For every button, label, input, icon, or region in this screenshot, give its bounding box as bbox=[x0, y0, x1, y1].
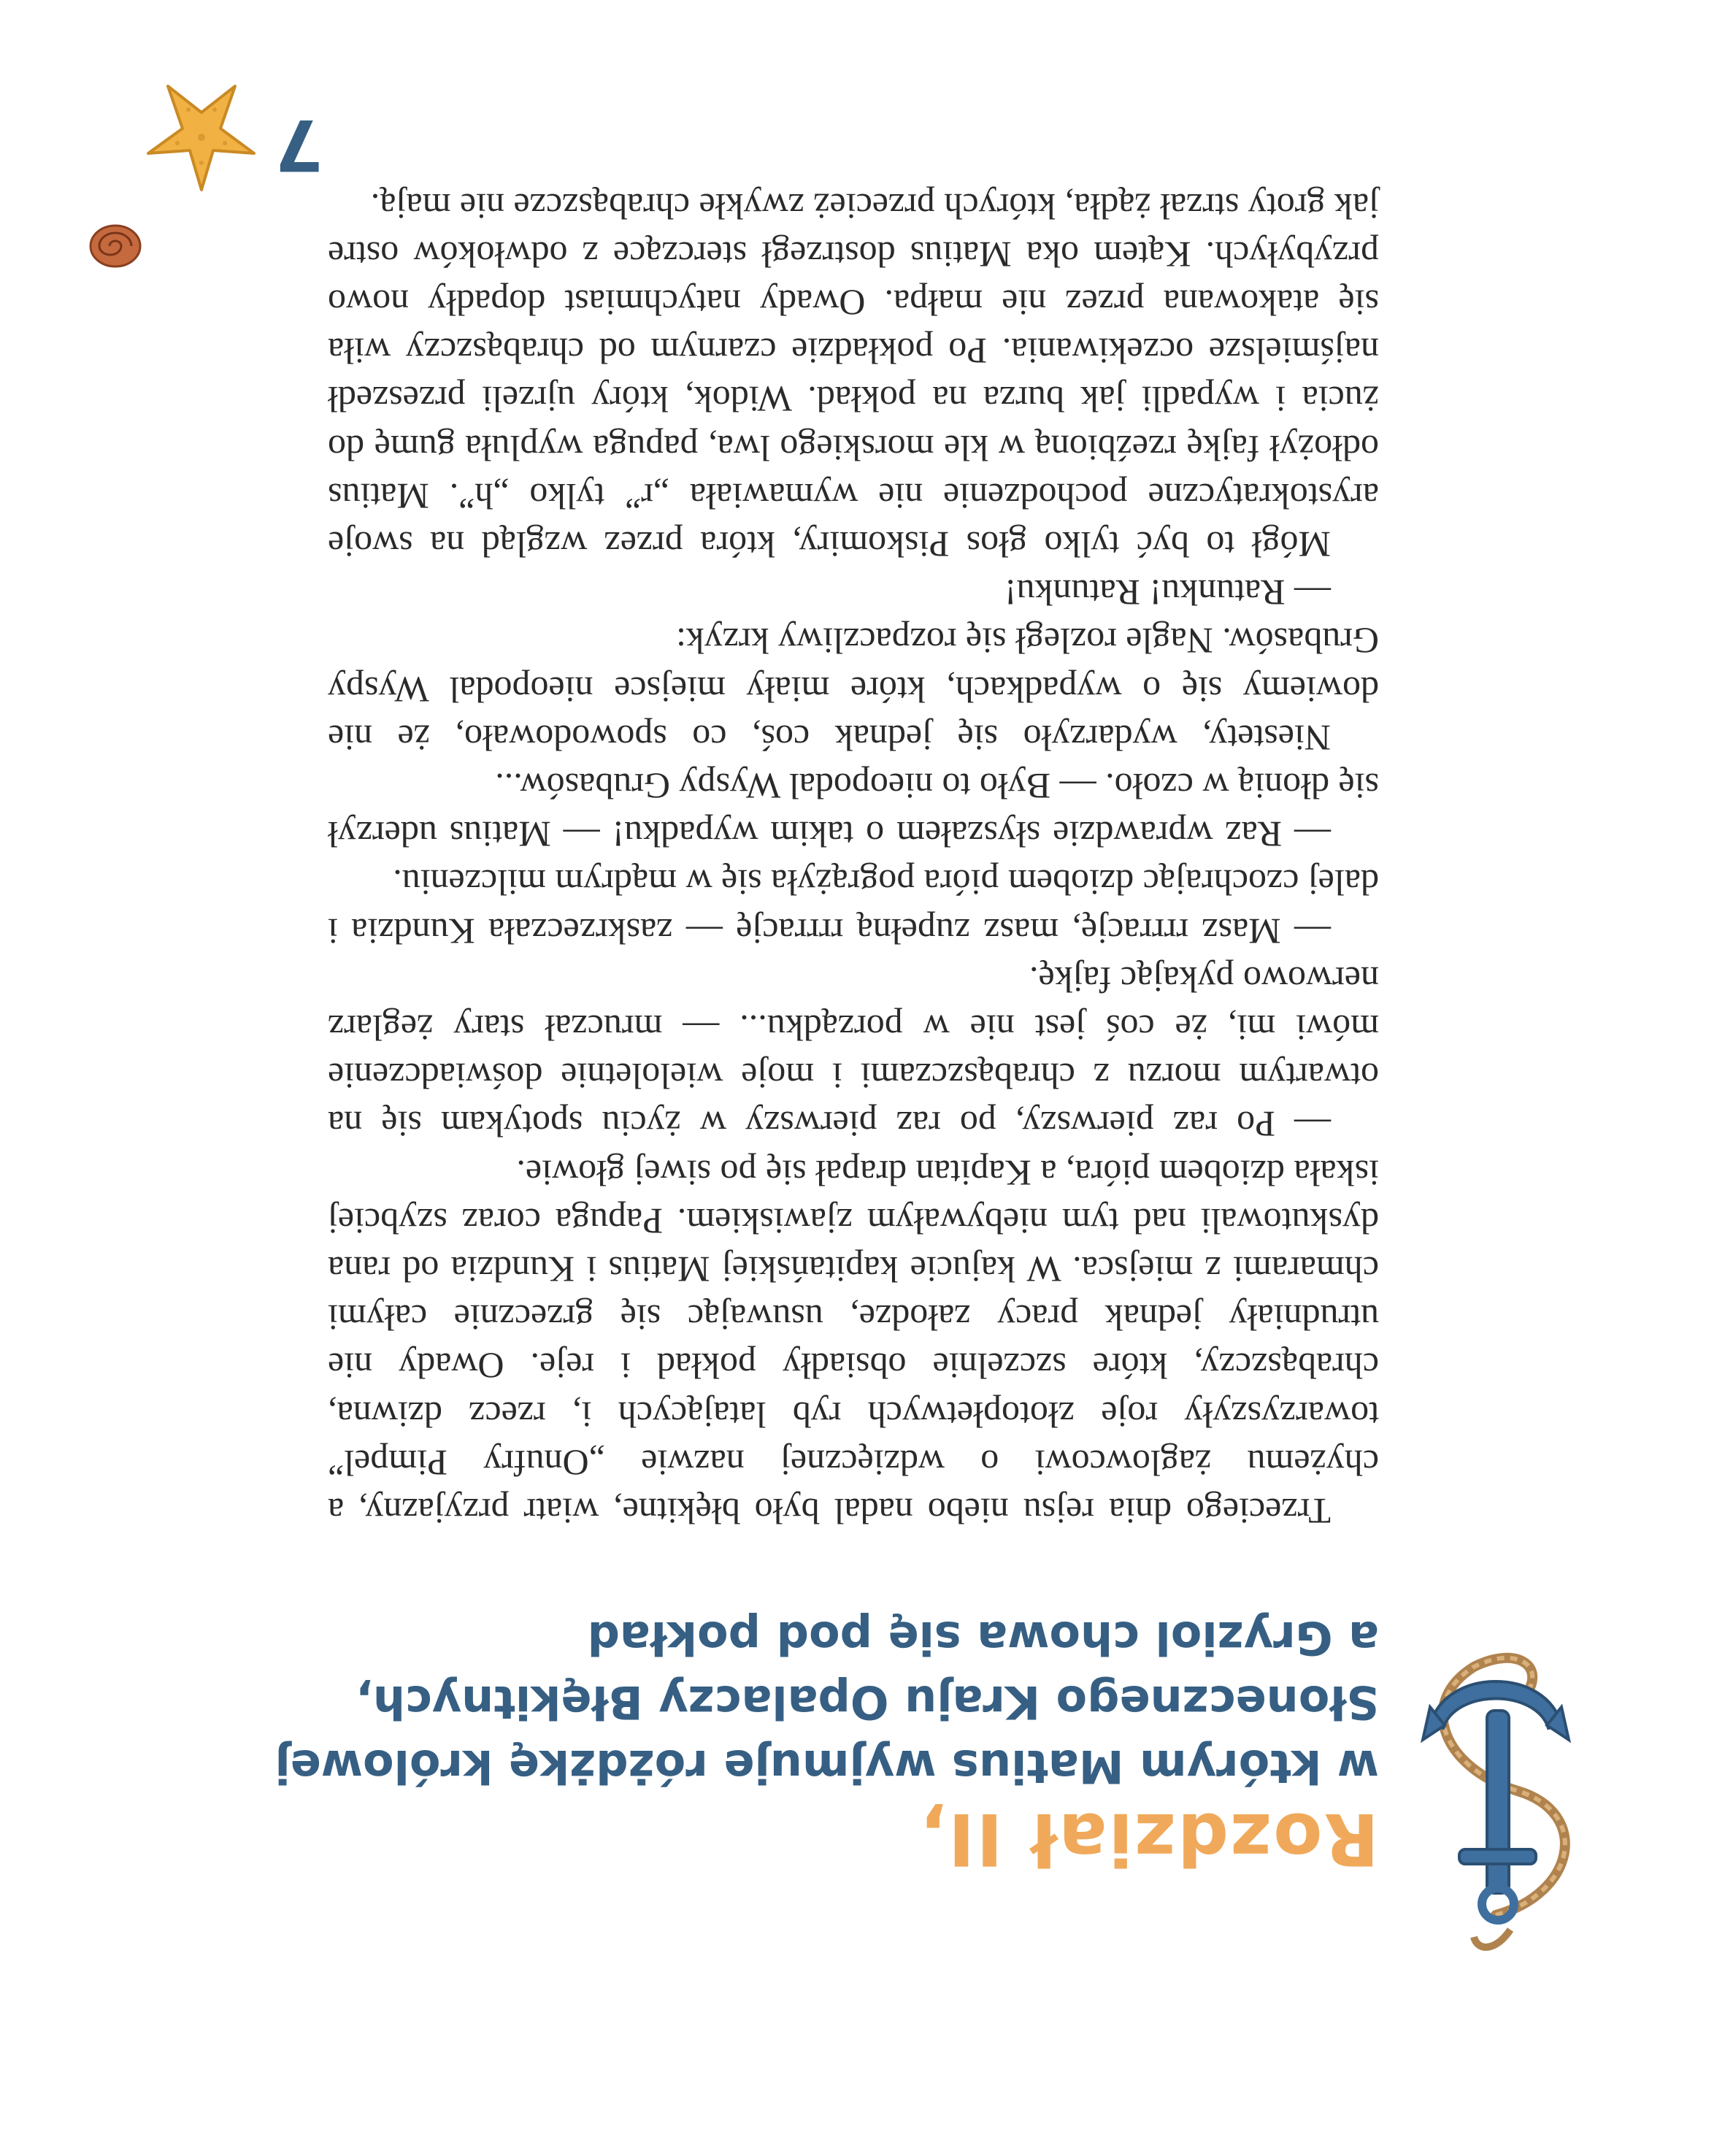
page-number: 7 bbox=[274, 104, 323, 185]
paragraph: Trzeciego dnia rejsu niebo nadal było błękitne, wiatr przyjazny, a chyżemu żaglowcowi o wdzięcznej nazwie „Onufry Pimpel” towarzyszyły roje złotopłetwych ryb latających i, rzecz dziwna, chrabąszczy, które szczelnie obsiadły pokład i reje. Owady nie utrudniały jednak pracy załodze, usuwając się grzecznie całymi chmarami z miejsca. W kajucie kapitańskiej Matius i Kundzia od rana dyskutowali nad tym niebywałym zjawiskiem. Papuga coraz szybciej iskała dziobem pióra, a Kapitan drapał się po siwej głowie. bbox=[328, 1152, 1379, 1532]
chapter-subtitle-line: Słonecznego Kraju Opalaczy Błękitnych, bbox=[356, 1676, 1379, 1729]
paragraph: — Ratunku! Ratunku! bbox=[1004, 572, 1331, 614]
chapter-subtitle-line: w którym Matius wyjmuje różdżkę królowej bbox=[274, 1740, 1379, 1793]
chapter-title: Rozdział II, bbox=[918, 1797, 1379, 1880]
starfish-icon bbox=[141, 75, 261, 196]
paragraph: — Masz rrrrację, masz zupełną rrrrację — zaskrzeczała Kundzia i dalej czochrając dziobem pióra pogrążyła się w mądrym milczeniu. bbox=[328, 862, 1379, 952]
chapter-heading bbox=[274, 1606, 1379, 1880]
paragraph: Niestety, wydarzyło się jednak coś, co spowodowało, że nie dowiemy się o wypadkach, które miały miejsce nieopodal Wyspy Grubasów. Nagle rozległ się rozpaczliwy krzyk: bbox=[328, 621, 1379, 759]
chapter-body bbox=[328, 182, 1379, 1535]
paragraph: — Po raz pierwszy, po raz pierwszy w życiu spotykam się na otwartym morzu z chrabąszczami i moje wieloletnie doświadczenie mówi mi, że coś jest nie w porządku... — mruczał stary żeglarz nerwowo pykając fajkę. bbox=[328, 959, 1379, 1146]
anchor-icon bbox=[1386, 1630, 1605, 1959]
paragraph: — Raz wprawdzie słyszałem o takim wypadku! — Matius uderzył się dłonią w czoło. — Było to nieopodal Wyspy Grubasów... bbox=[328, 765, 1379, 856]
paragraph: Mógł to być tylko głos Piskomiry, która przez wzgląd na swoje arystokratyczne pochodzenie nie wymawiała „r” tylko „h”. Matius odłożył fajkę rzeźbioną w kle morskiego lwa, papuga wypluła gumę do żucia i wypadli jak burza na pokład. Widok, który ujrzeli przeszedł najśmielsze oczekiwania. Po pokładzie czarnym od chrabąszczy wiła się atakowana przez nie małpa. Owady natychmiast dopadły nowo przybyłych. Kątem oka Matius dostrzegł sterczące z odwłoków ostre jak groty strzał żądła, których przecież zwykłe chrabąszcze nie mają. bbox=[328, 185, 1379, 565]
chapter-subtitle-line: a Gryziol chowa się pod pokład bbox=[587, 1611, 1379, 1665]
seashell-icon bbox=[86, 221, 145, 272]
